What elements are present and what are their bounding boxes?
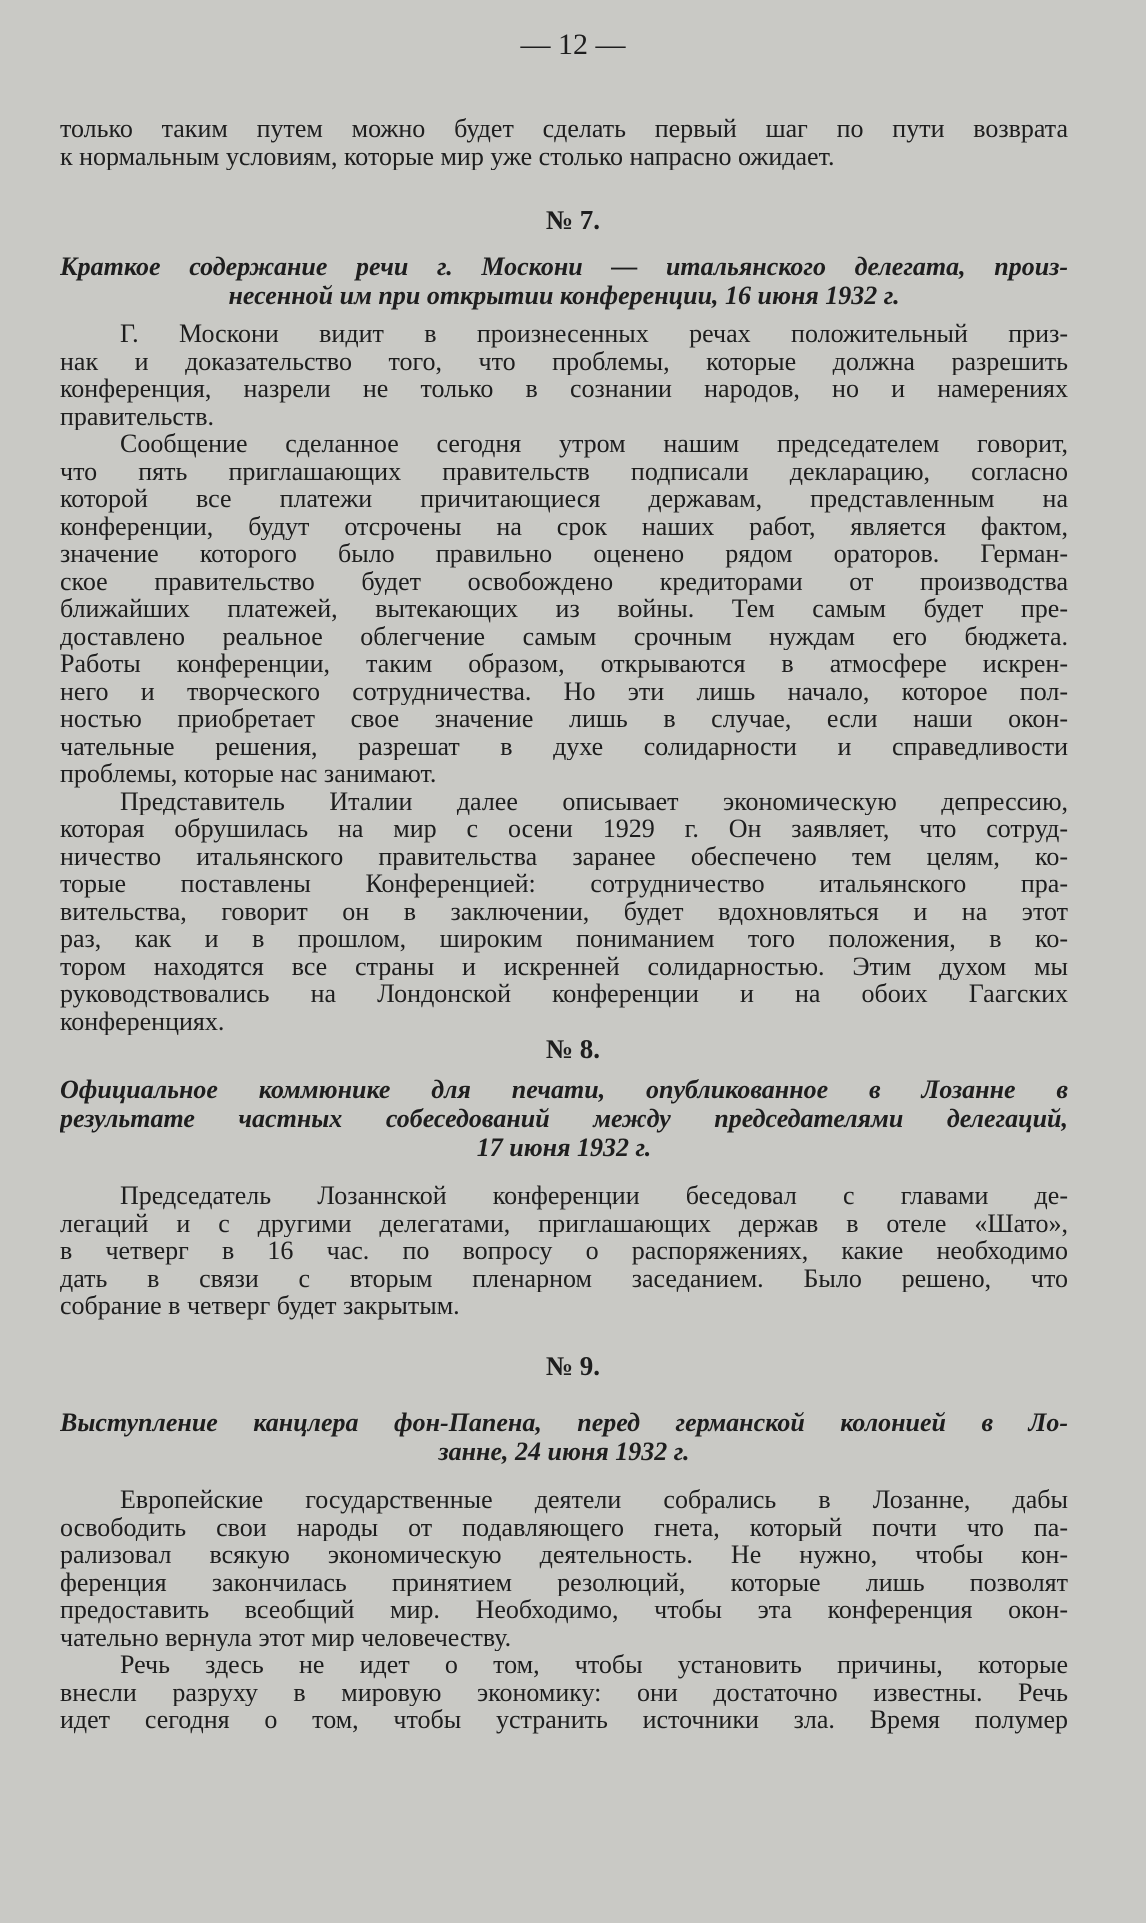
- text-line: торые поставлены Конференцией: сотрудничество итальянского пра-: [60, 870, 1068, 898]
- document-8-heading: [60, 1075, 1068, 1162]
- document-9-body: [60, 1486, 1068, 1734]
- text-line: в четверг в 16 час. по вопросу о распоряжениях, какие необходимо: [60, 1237, 1068, 1265]
- text-line: чательные решения, разрешат в духе солидарности и справедливости: [60, 732, 1068, 760]
- text-line: только таким путем можно будет сделать первый шаг по пути возврата: [60, 115, 1068, 143]
- text-line: Г. Москони видит в произнесенных речах положительный приз-: [120, 320, 1068, 348]
- text-line: руководствовались на Лондонской конференции и на обоих Гаагских: [60, 980, 1068, 1008]
- text-line: дать в связи с вторым пленарном заседанием. Было решено, что: [60, 1264, 1068, 1292]
- text-line: ничество итальянского правительства заранее обеспечено тем целям, ко-: [60, 842, 1068, 870]
- text-line: чательно вернула этот мир человечеству.: [60, 1623, 512, 1651]
- heading-line: Краткое содержание речи г. Москони — итальянского делегата, произ-: [60, 252, 1068, 281]
- text-line: проблемы, которые нас занимают.: [60, 760, 437, 788]
- text-line: доставлено реальное облегчение самым срочным нуждам его бюджета.: [60, 622, 1068, 650]
- document-8-body: [60, 1182, 1068, 1320]
- heading-line: занне, 24 июня 1932 г.: [438, 1437, 690, 1466]
- heading-line: Выступление канцлера фон-Папена, перед германской колонией в Ло-: [60, 1408, 1068, 1437]
- page-number: — 12 —: [520, 28, 626, 61]
- heading-line: несенной им при открытии конференции, 16 июня 1932 г.: [228, 281, 900, 310]
- text-line: тором находятся все страны и искренней солидарностью. Этим духом мы: [60, 952, 1068, 980]
- heading-line: 17 июня 1932 г.: [476, 1133, 652, 1162]
- text-line: предоставить всеобщий мир. Необходимо, чтобы эта конференция окон-: [60, 1596, 1068, 1624]
- text-line: которой все платежи причитающиеся державам, представленным на: [60, 485, 1068, 513]
- continuation-text: [60, 115, 1068, 170]
- text-line: собрание в четверг будет закрытым.: [60, 1292, 460, 1320]
- text-line: ностью приобретает свое значение лишь в случае, если наши окон-: [60, 705, 1068, 733]
- text-line: раз, как и в прошлом, широким пониманием того положения, в ко-: [60, 925, 1068, 953]
- text-line: вительства, говорит он в заключении, будет вдохновляться и на этот: [60, 897, 1068, 925]
- heading-line: Официальное коммюнике для печати, опубликованное в Лозанне в: [60, 1075, 1068, 1104]
- text-line: конференции, будут отсрочены на срок наших работ, является фактом,: [60, 512, 1068, 540]
- text-line: освободить свои народы от подавляющего гнета, который почти что па-: [60, 1513, 1068, 1541]
- text-line: конференциях.: [60, 1007, 225, 1035]
- heading-line: результате частных собеседований между председателями делегаций,: [60, 1104, 1068, 1133]
- text-line: Работы конференции, таким образом, открываются в атмосфере искрен-: [60, 650, 1068, 678]
- document-number-8: № 8.: [545, 1034, 601, 1064]
- text-line: конференция, назрели не только в сознании народов, но и намерениях: [60, 375, 1068, 403]
- text-line: правительств.: [60, 402, 215, 430]
- text-line: него и творческого сотрудничества. Но эти лишь начало, которое пол-: [60, 677, 1068, 705]
- text-line: Европейские государственные деятели собрались в Лозанне, дабы: [120, 1486, 1068, 1514]
- text-line: нак и доказательство того, что проблемы, которые должна разрешить: [60, 347, 1068, 375]
- document-7-heading: [60, 252, 1068, 310]
- document-number-9: № 9.: [545, 1351, 601, 1381]
- text-line: рализовал всякую экономическую деятельность. Не нужно, чтобы кон-: [60, 1541, 1068, 1569]
- text-line: Представитель Италии далее описывает экономическую депрессию,: [120, 787, 1068, 815]
- text-line: идет сегодня о том, чтобы устранить источники зла. Время полумер: [60, 1706, 1068, 1734]
- text-line: Сообщение сделанное сегодня утром нашим председателем говорит,: [120, 430, 1068, 458]
- text-line: значение которого было правильно оценено рядом ораторов. Герман-: [60, 540, 1068, 568]
- text-line: внесли разруху в мировую экономику: они достаточно известны. Речь: [60, 1678, 1068, 1706]
- text-line: ское правительство будет освобождено кредиторами от производства: [60, 567, 1068, 595]
- document-7-body: [60, 320, 1068, 1035]
- text-line: Речь здесь не идет о том, чтобы установить причины, которые: [120, 1651, 1068, 1679]
- text-line: легаций и с другими делегатами, приглашающих держав в отеле «Шато»,: [60, 1209, 1068, 1237]
- document-9-heading: [60, 1408, 1068, 1466]
- document-number-7: № 7.: [545, 205, 601, 235]
- text-line: ференция закончилась принятием резолюций, которые лишь позволят: [60, 1568, 1068, 1596]
- text-line: ближайших платежей, вытекающих из войны. Тем самым будет пре-: [60, 595, 1068, 623]
- text-line: которая обрушилась на мир с осени 1929 г. Он заявляет, что сотруд-: [60, 815, 1068, 843]
- text-line: к нормальным условиям, которые мир уже столько напрасно ожидает.: [60, 142, 835, 170]
- text-line: что пять приглашающих правительств подписали декларацию, согласно: [60, 457, 1068, 485]
- text-line: Председатель Лозаннской конференции беседовал с главами де-: [120, 1182, 1068, 1210]
